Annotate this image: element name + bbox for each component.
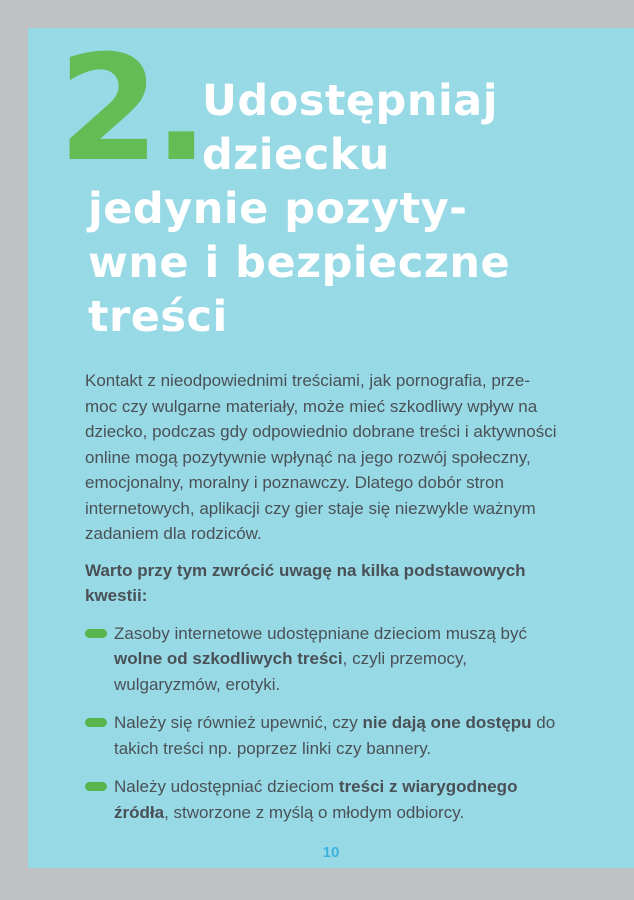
paragraph-line: internetowych, aplikacji czy gier staje się niezwykle ważnym — [85, 498, 536, 518]
page-background — [28, 24, 634, 868]
bullet-text-post: , czyli przemocy, wulgaryzmów, erotyki. — [114, 649, 467, 694]
bullet-text-post: , stworzone z myślą o młodym odbiorcy. — [164, 802, 465, 822]
dash-bullet-icon — [85, 629, 107, 638]
paragraph-line: emocjonalny, moralny i poznawczy. Dlatego dobór stron — [85, 473, 504, 492]
page-title-line: wne i bezpieczne — [88, 238, 511, 288]
bullet-text-pre: Należy się również upewnić, czy — [114, 713, 363, 732]
dash-bullet-icon — [85, 782, 107, 791]
section-number: 2. — [58, 24, 204, 194]
bullet-text-bold: treści z wiarygodnego źródła — [114, 777, 518, 822]
list-item-text — [114, 710, 559, 761]
paragraph-line: zadaniem dla rodziców. — [85, 524, 262, 543]
bullet-text-bold: nie dają one dostępu — [362, 713, 532, 732]
paragraph-line: online mogą pozytywnie wpłynąć na jego rozwój społeczny, — [85, 447, 531, 467]
list-item — [85, 621, 585, 698]
paragraph-line: Kontakt z nieodpowiednimi treściami, jak pornografia, prze- — [85, 371, 531, 390]
bullet-list-intro: Warto przy tym zwrócić uwagę na kilka podstawowych kwestii: — [85, 560, 526, 605]
bullet-text-pre: Należy udostępniać dzieciom — [114, 777, 339, 796]
bullet-text-bold: wolne od szkodliwych treści — [114, 649, 343, 668]
page-title — [28, 74, 634, 344]
list-item — [85, 710, 585, 761]
intro-paragraph — [85, 368, 585, 547]
dash-bullet-icon — [85, 718, 107, 727]
page-title-line: dziecku — [202, 130, 390, 180]
bullet-list — [85, 621, 585, 826]
body-content — [85, 368, 585, 838]
list-item-text — [114, 621, 559, 698]
page-title-line: Udostępniaj — [202, 76, 498, 126]
paragraph-line: moc czy wulgarne materiały, może mieć szkodliwy wpływ na — [85, 396, 538, 416]
list-item-text — [114, 774, 559, 825]
page-title-line: treści — [88, 292, 228, 342]
list-item — [85, 774, 585, 825]
page-number: 10 — [322, 844, 340, 861]
bullet-text-pre: Zasoby internetowe udostępniane dzieciom muszą być — [114, 623, 527, 643]
paragraph-line: dziecko, podczas gdy odpowiednio dobrane treści i aktywności — [85, 422, 557, 441]
page-title-line: jedynie pozyty- — [88, 184, 468, 234]
bullet-text-post: do takich treści np. poprzez linki czy bannery. — [114, 713, 556, 758]
